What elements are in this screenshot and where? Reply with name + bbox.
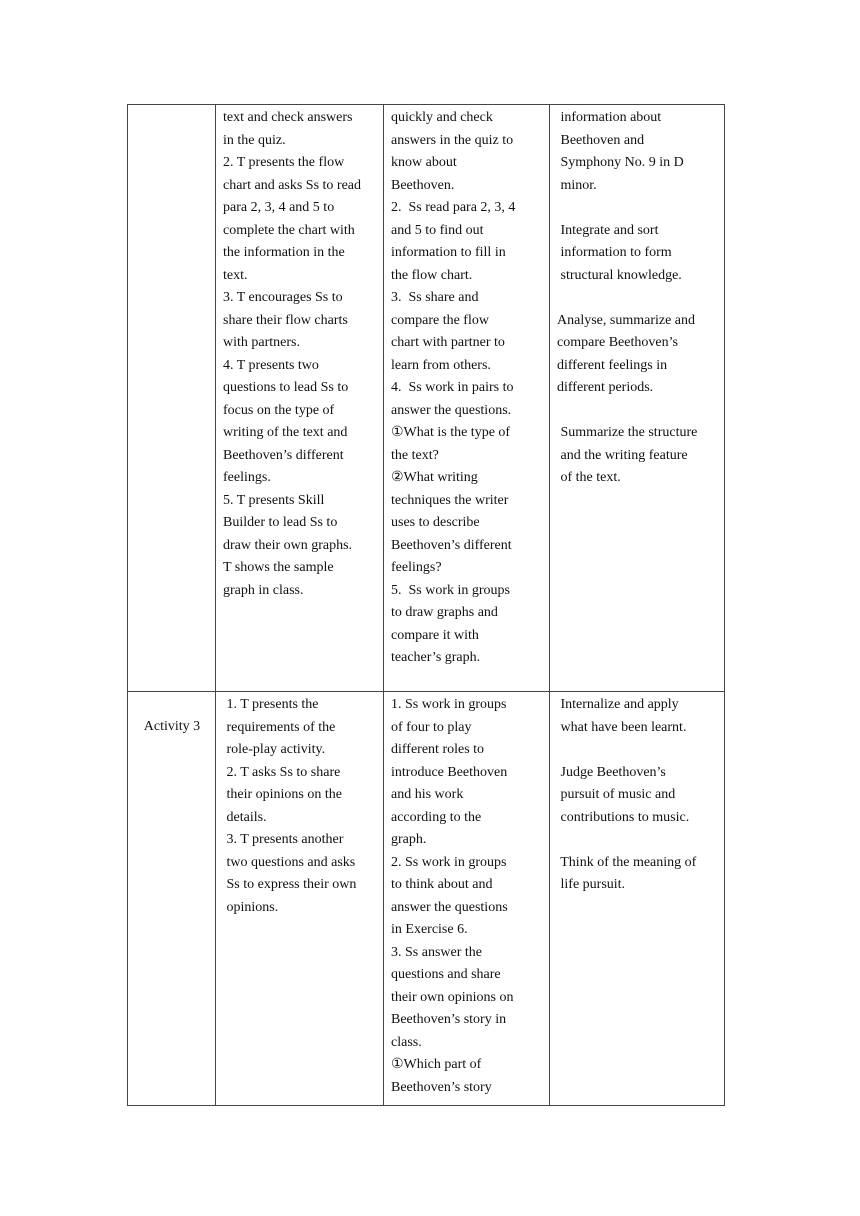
text-line: chart and asks Ss to read	[223, 177, 362, 193]
teacher-activity-cell	[216, 692, 384, 1106]
text-line: 4. T presents two	[223, 357, 319, 373]
text-line: learn from others.	[391, 357, 491, 373]
text-line: Ss to express their own	[223, 877, 357, 892]
text-line: Beethoven.	[391, 177, 455, 193]
text-line: information to form	[557, 245, 672, 260]
purpose-cell	[550, 105, 725, 692]
teacher-activity-cell	[216, 105, 384, 692]
text-line: questions and share	[391, 967, 501, 982]
text-line: in the quiz.	[223, 132, 286, 148]
text-line: share their flow charts	[223, 312, 348, 328]
text-line: structural knowledge.	[557, 267, 682, 283]
text-line: teacher’s graph.	[391, 650, 481, 665]
text-line: the flow chart.	[391, 267, 473, 283]
purpose-text	[550, 105, 724, 496]
text-line: ①What is the type of	[391, 425, 511, 440]
text-line: different roles to	[391, 742, 485, 757]
text-line: 2. Ss read para 2, 3, 4	[391, 200, 516, 215]
text-line: pursuit of music and	[557, 787, 676, 802]
text-line: focus on the type of	[223, 402, 335, 418]
student-activity-text	[384, 692, 549, 1105]
text-line: 3. T encourages Ss to	[223, 290, 343, 305]
text-line: 4. Ss work in pairs to	[391, 380, 514, 395]
text-line: text and check answers	[223, 110, 353, 125]
text-line: different feelings in	[557, 357, 668, 373]
text-line: T shows the sample	[223, 560, 334, 575]
text-line: class.	[391, 1034, 422, 1050]
lesson-plan-table	[127, 104, 725, 1106]
text-line	[557, 197, 718, 220]
text-line: 5. T presents Skill	[223, 492, 325, 508]
purpose-cell	[550, 692, 725, 1106]
student-activity-cell	[384, 692, 550, 1106]
text-line: life pursuit.	[557, 877, 626, 892]
text-line: 2. T asks Ss to share	[223, 764, 341, 780]
text-line: Internalize and apply	[557, 697, 679, 712]
text-line: opinions.	[223, 899, 279, 915]
text-line: of the text.	[557, 470, 621, 485]
text-line: and the writing feature	[557, 447, 688, 463]
text-line: different periods.	[557, 380, 654, 395]
text-line: introduce Beethoven	[391, 764, 508, 780]
text-line	[557, 287, 718, 310]
text-line: graph in class.	[223, 582, 304, 598]
text-line: writing of the text and	[223, 425, 348, 440]
text-line: details.	[223, 809, 267, 825]
text-line: answers in the quiz to	[391, 132, 514, 148]
text-line: 5. Ss work in groups	[391, 582, 511, 598]
text-line: Symphony No. 9 in D	[557, 155, 684, 170]
text-line: uses to describe	[391, 515, 480, 530]
text-line: 3. Ss answer the	[391, 944, 482, 960]
text-line: what have been learnt.	[557, 719, 687, 735]
text-line: information about	[557, 110, 662, 125]
activity-cell	[128, 692, 216, 1106]
text-line: text.	[223, 267, 248, 283]
text-line	[557, 400, 718, 423]
text-line: the information in the	[223, 245, 345, 260]
text-line: 2. T presents the flow	[223, 155, 345, 170]
text-line: and 5 to find out	[391, 222, 484, 238]
text-line: compare the flow	[391, 312, 489, 328]
text-line: their opinions on the	[223, 787, 342, 802]
text-line	[557, 739, 718, 762]
text-line: and his work	[391, 787, 464, 802]
text-line: information to fill in	[391, 245, 506, 260]
text-line: compare Beethoven’s	[557, 335, 678, 350]
activity-cell	[128, 105, 216, 692]
text-line: Judge Beethoven’s	[557, 764, 666, 780]
text-line: two questions and asks	[223, 854, 356, 870]
text-line: the text?	[391, 447, 439, 463]
text-line: 2. Ss work in groups	[391, 854, 507, 870]
text-line: para 2, 3, 4 and 5 to	[223, 200, 335, 215]
text-line: chart with partner to	[391, 335, 505, 350]
text-line: Think of the meaning of	[557, 854, 697, 870]
text-line: Analyse, summarize and	[557, 312, 696, 328]
text-line: with partners.	[223, 335, 300, 350]
text-line: 3. Ss share and	[391, 290, 479, 305]
text-line: contributions to music.	[557, 809, 690, 825]
text-line: requirements of the	[223, 719, 336, 735]
text-line: complete the chart with	[223, 222, 355, 238]
text-line: Beethoven’s different	[223, 447, 344, 463]
text-line: answer the questions.	[391, 402, 512, 418]
text-line: Integrate and sort	[557, 222, 659, 238]
text-line: Beethoven’s story in	[391, 1012, 507, 1027]
text-line: techniques the writer	[391, 492, 509, 508]
text-line: know about	[391, 155, 457, 170]
text-line: Beethoven and	[557, 132, 645, 148]
teacher-activity-text	[216, 105, 383, 608]
text-line: compare it with	[391, 627, 479, 643]
text-line: 1. Ss work in groups	[391, 697, 507, 712]
text-line: quickly and check	[391, 110, 493, 125]
text-line: role-play activity.	[223, 742, 326, 757]
text-line: answer the questions	[391, 899, 508, 915]
text-line: feelings?	[391, 560, 442, 575]
text-line: questions to lead Ss to	[223, 380, 349, 395]
purpose-text	[550, 692, 724, 903]
text-line: in Exercise 6.	[391, 922, 468, 937]
text-line: minor.	[557, 177, 597, 193]
text-line: feelings.	[223, 470, 271, 485]
text-line: Summarize the structure	[557, 425, 698, 440]
text-line: to think about and	[391, 877, 493, 892]
text-line: Builder to lead Ss to	[223, 515, 338, 530]
text-line: ②What writing	[391, 470, 478, 485]
text-line: ①Which part of	[391, 1057, 482, 1072]
table-row	[128, 692, 725, 1106]
table-row	[128, 105, 725, 692]
text-line: 1. T presents the	[223, 697, 319, 712]
text-line: according to the	[391, 809, 482, 825]
text-line: to draw graphs and	[391, 605, 498, 620]
text-line: draw their own graphs.	[223, 537, 353, 553]
text-line: Beethoven’s story	[391, 1079, 492, 1095]
text-line: Beethoven’s different	[391, 537, 512, 553]
student-activity-text	[384, 105, 549, 676]
text-line: their own opinions on	[391, 989, 514, 1005]
text-line	[557, 829, 718, 852]
text-line: 3. T presents another	[223, 832, 344, 847]
student-activity-cell	[384, 105, 550, 692]
activity-label: Activity 3	[143, 719, 201, 734]
text-line: graph.	[391, 832, 427, 847]
teacher-activity-text	[216, 692, 383, 925]
text-line: of four to play	[391, 719, 472, 735]
activity-label	[128, 105, 215, 135]
